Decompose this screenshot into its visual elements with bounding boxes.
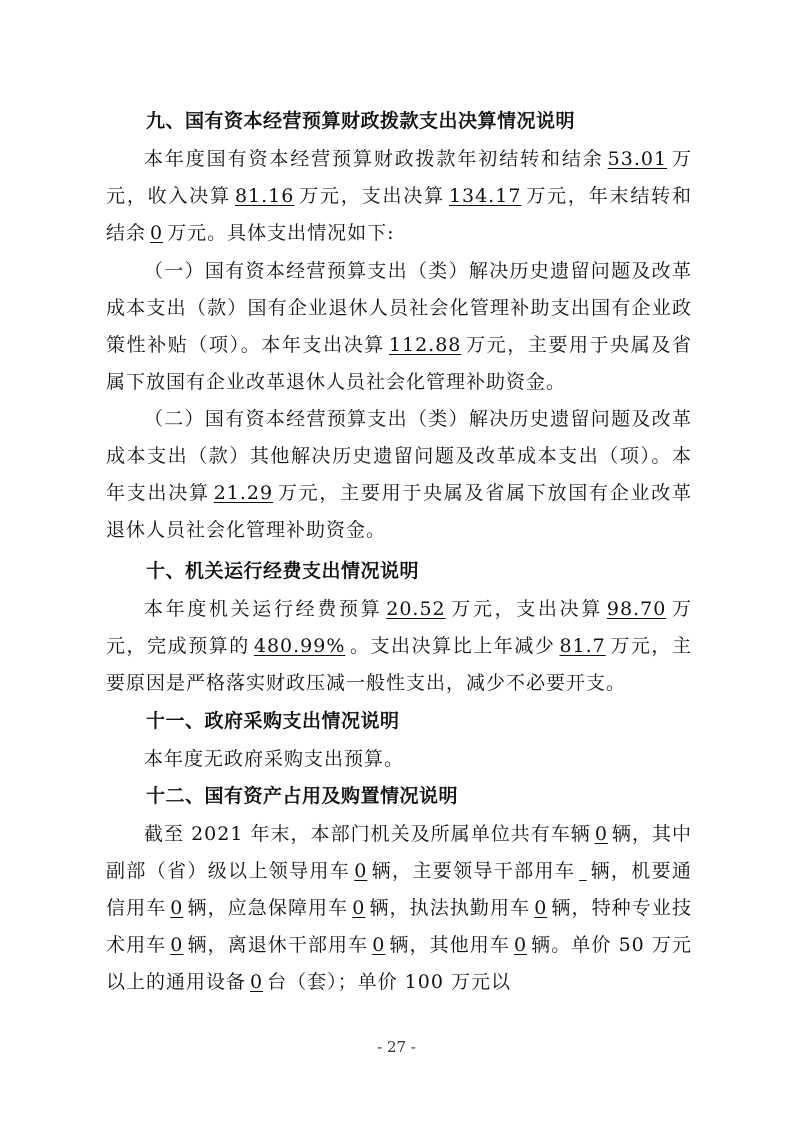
- section-9-paragraph-3: （二）国有资本经营预算支出（类）解决历史遗留问题及改革成本支出（款）其他解决历史遗留问题及改革成本支出（项）。本年支出决算 21.29 万元，主要用于央属及省属下放国有企业改革退休人员社会化管理补助资金。: [106, 408, 692, 541]
- page-number: - 27 -: [377, 1038, 416, 1056]
- section-10-heading: 十、机关运行经费支出情况说明: [146, 560, 420, 582]
- section-12-heading: 十二、国有资产占用及购置情况说明: [146, 785, 459, 807]
- section-12-paragraph-1: 截至 2021 年末，本部门机关及所属单位共有车辆 0 辆，其中副部（省）级以上领导用车 0 辆，主要领导干部用车 辆，机要通信用车 0 辆，应急保障用车 0 辆，执法执勤用车 0 辆，特种专业技术用车 0 辆，离退休干部用车 0 辆，其他用车 0 辆。单价 50 万元以上的通用设备 0 台（套）；单价 100 万元以: [106, 823, 692, 993]
- section-9-heading: 九、国有资本经营预算财政拨款支出决算情况说明: [146, 110, 576, 132]
- section-11-paragraph-1: 本年度无政府采购支出预算。: [144, 748, 405, 770]
- section-9-paragraph-2: （一）国有资本经营预算支出（类）解决历史遗留问题及改革成本支出（款）国有企业退休人员社会化管理补助支出国有企业政策性补贴（项）。本年支出决算 112.88 万元，主要用于央属及省属下放国有企业改革退休人员社会化管理补助资金。: [106, 260, 692, 393]
- section-10-paragraph-1: 本年度机关运行经费预算 20.52 万元，支出决算 98.70 万元，完成预算的 480.99% 。支出决算比上年减少 81.7 万元，主要原因是严格落实财政压减一般性支出，减少不必要开支。: [106, 598, 692, 694]
- section-9-paragraph-1: 本年度国有资本经营预算财政拨款年初结转和结余 53.01 万元，收入决算 81.16 万元，支出决算 134.17 万元，年末结转和结余 0 万元。具体支出情况如下:: [106, 148, 692, 244]
- section-11-heading: 十一、政府采购支出情况说明: [146, 710, 400, 732]
